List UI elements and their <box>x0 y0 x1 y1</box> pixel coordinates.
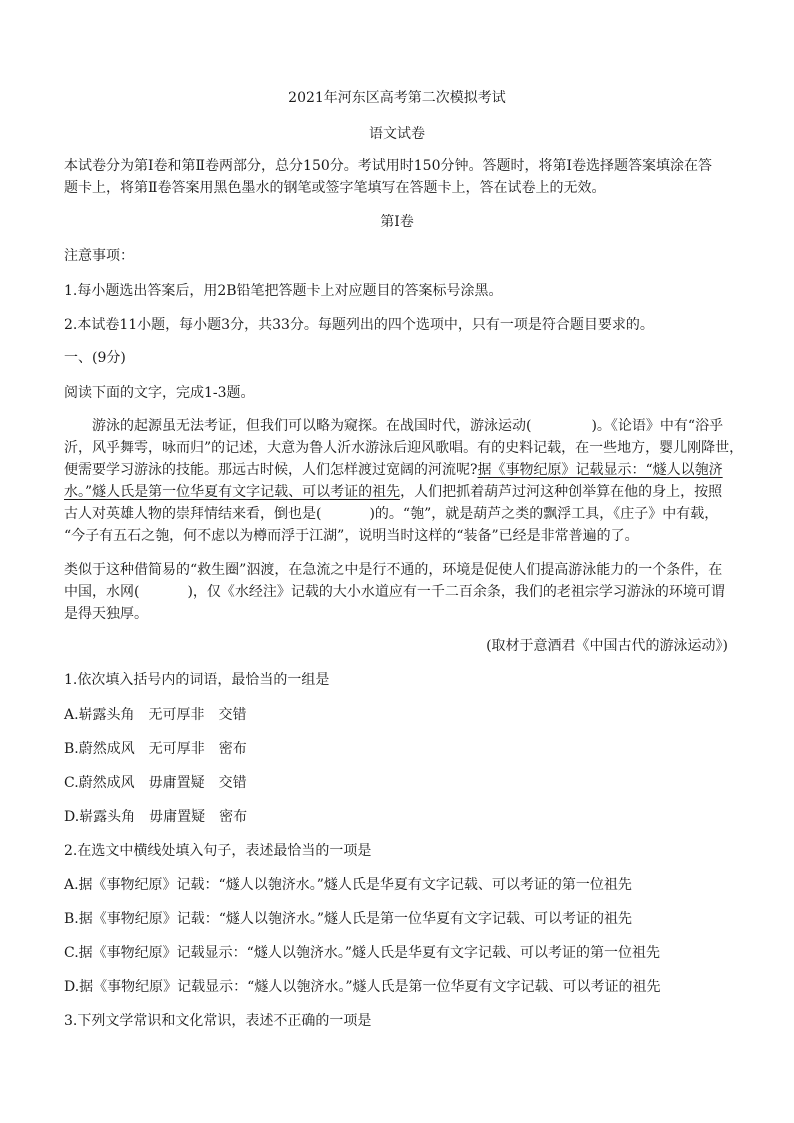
exam-title: 2021年河东区高考第二次模拟考试 <box>288 90 506 106</box>
passage-text: 古人对英雄人物的崇拜情结来看，倒也是( <box>64 506 322 522</box>
question-2-option-d: D.据《事物纪原》记载显示：“燧人以匏济水。”燧人氏是第一位华夏有文字记载、可以考证的祖先 <box>64 979 661 995</box>
passage-text: 便需要学习游泳的技能。那远古时候，人们怎样渡过宽阔的河流呢? <box>64 462 478 478</box>
question-1-option-b: B.蔚然成风 无可厚非 密布 <box>64 741 247 757</box>
part-heading: 一、(9分) <box>64 350 126 366</box>
passage-line: “今子有五石之匏，何不虑以为樽而浮于江湖”，说明当时这样的“装备”已经是非常普遍的了。 <box>64 528 639 544</box>
question-2-option-c: C.据《事物纪原》记载显示：“燧人以匏济水。”燧人氏是华夏有文字记载、可以考证的第一位祖先 <box>64 945 660 961</box>
underlined-sentence: 水。”燧人氏是第一位华夏有文字记载、可以考证的祖先 <box>64 484 401 500</box>
intro-line-2: 题卡上，将第Ⅱ卷答案用黑色墨水的钢笔或签字笔填写在答题卡上，答在试卷上的无效。 <box>64 180 606 196</box>
passage-text: 中国，水网( <box>64 584 140 600</box>
passage-text: 游泳的起源虽无法考证，但我们可以略为窥探。在战国时代，游泳运动( <box>92 418 532 434</box>
question-3-stem: 3.下列文学常识和文化常识，表述不正确的一项是 <box>64 1013 372 1029</box>
question-1-option-a: A.崭露头角 无可厚非 交错 <box>64 707 247 723</box>
question-2-stem: 2.在选文中横线处填入句子，表述最恰当的一项是 <box>64 843 372 859</box>
section-title: 第Ⅰ卷 <box>380 214 414 230</box>
question-1-stem: 1.依次填入括号内的词语，最恰当的一组是 <box>64 672 330 688</box>
passage-text: )。《论语》中有“浴乎 <box>591 418 724 434</box>
passage-line <box>64 504 736 524</box>
passage-source: (取材于意酒君《中国古代的游泳运动》) <box>486 638 728 654</box>
passage-text: )，仅《水经注》记载的大小水道应有一千二百余条，我们的老祖宗学习游泳的环境可谓 <box>187 584 725 600</box>
part-instruction: 阅读下面的文字，完成1-3题。 <box>64 385 255 401</box>
passage-text: ，人们把抓着葫芦过河这种创举算在他的身上，按照 <box>400 484 723 500</box>
notice-item-2: 2.本试卷11小题，每小题3分，共33分。每题列出的四个选项中，只有一项是符合题目要求的。 <box>64 317 654 333</box>
question-1-option-c: C.蔚然成风 毋庸置疑 交错 <box>64 775 247 791</box>
passage-line: 沂，风乎舞雩，咏而归”的记述，大意为鲁人沂水游泳后迎风歌唱。有的史料记载，在一些地方，婴儿刚降世， <box>64 440 744 456</box>
passage-line <box>64 460 736 480</box>
passage-line <box>64 582 736 602</box>
passage-line: 类似于这种借简易的“救生圈”泅渡，在急流之中是行不通的，环境是促使人们提高游泳能力的一个条件，在 <box>64 562 723 578</box>
exam-subject: 语文试卷 <box>369 126 425 142</box>
passage-line <box>92 416 736 436</box>
notice-label: 注意事项： <box>64 248 134 264</box>
passage-line: 是得天独厚。 <box>64 606 148 622</box>
question-1-option-d: D.崭露头角 毋庸置疑 密布 <box>64 809 248 825</box>
question-2-option-a: A.据《事物纪原》记载：“燧人以匏济水。”燧人氏是华夏有文字记载、可以考证的第一位祖先 <box>64 877 632 893</box>
passage-text: )的。“匏”，就是葫芦之类的飘浮工具，《庄子》中有载， <box>369 506 719 522</box>
passage-line <box>64 482 736 502</box>
notice-item-1: 1.每小题选出答案后，用2B铅笔把答题卡上对应题目的答案标号涂黑。 <box>64 283 503 299</box>
intro-line-1: 本试卷分为第Ⅰ卷和第Ⅱ卷两部分，总分150分。考试用时150分钟。答题时，将第Ⅰ卷选择题答案填涂在答 <box>64 158 713 174</box>
question-2-option-b: B.据《事物纪原》记载：“燧人以匏济水。”燧人氏是第一位华夏有文字记载、可以考证的祖先 <box>64 911 633 927</box>
underlined-sentence: 据《事物纪原》记载显示：“燧人以匏济 <box>477 462 723 478</box>
